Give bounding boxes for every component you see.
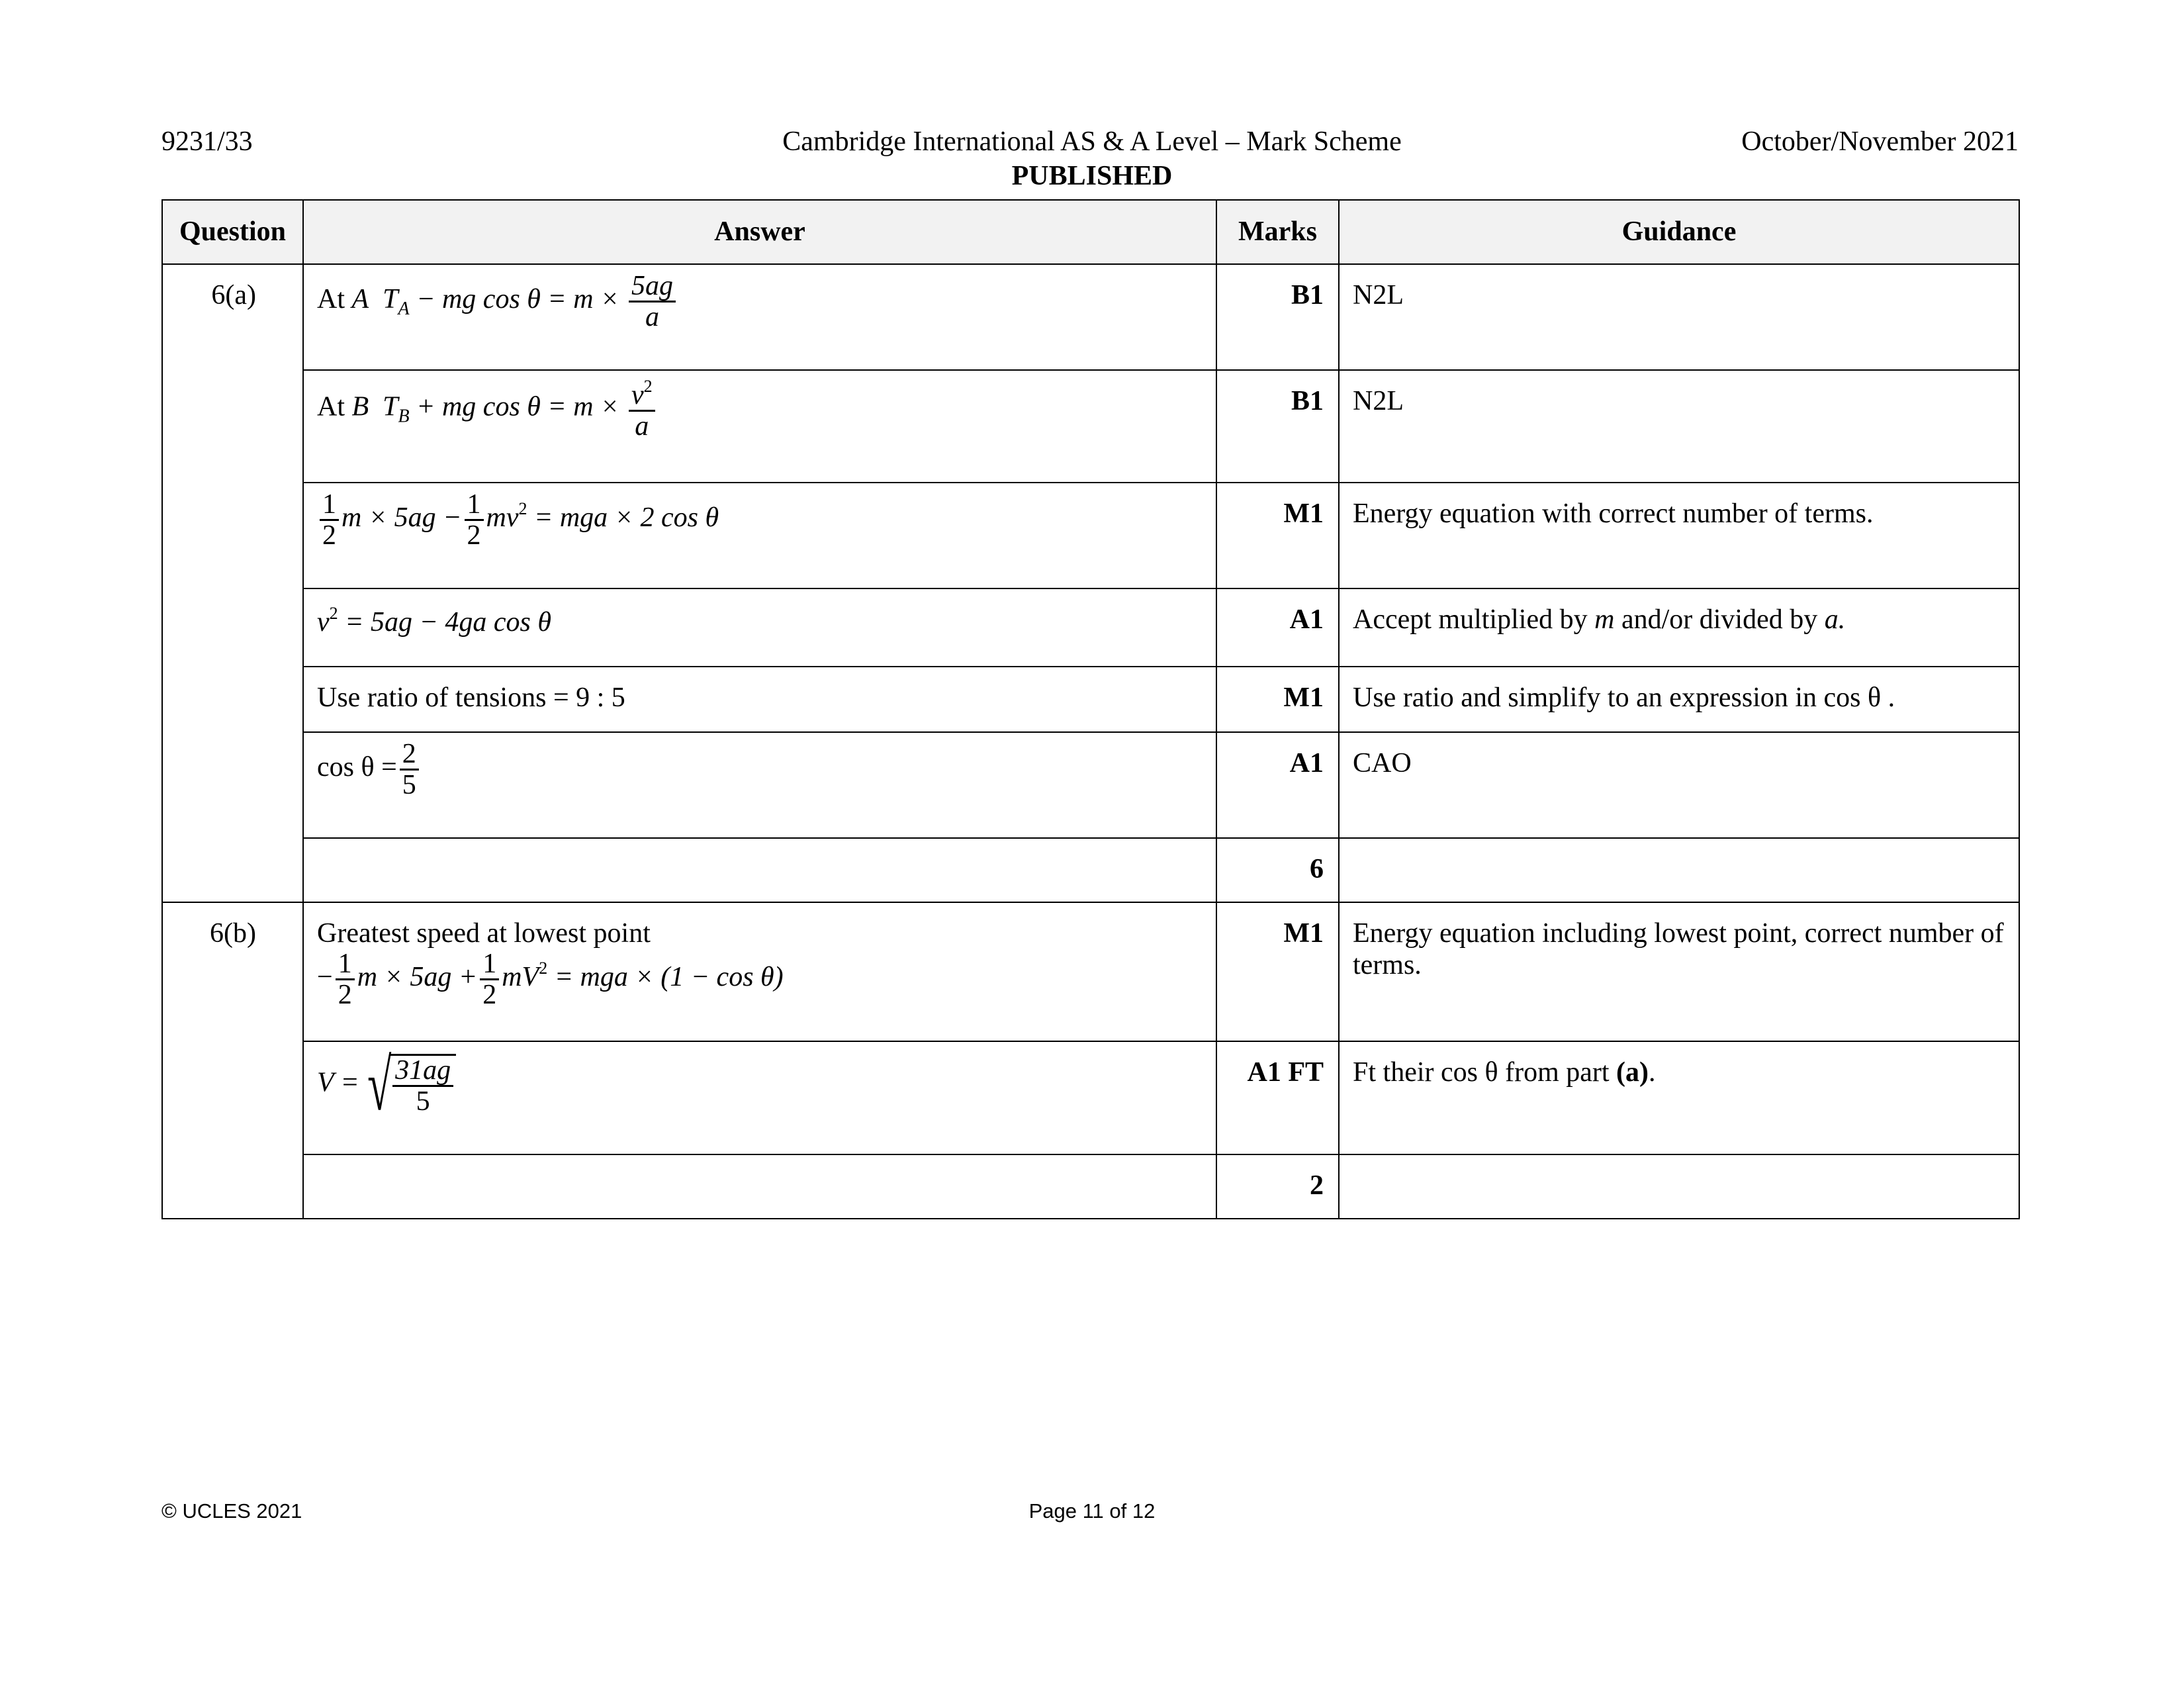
guidance-cell: Energy equation including lowest point, correct number of terms. <box>1339 902 2019 1041</box>
col-answer: Answer <box>303 200 1216 264</box>
guidance-cell: Energy equation with correct number of terms. <box>1339 483 2019 588</box>
guidance-cell <box>1339 838 2019 902</box>
mark-scheme-table <box>161 199 2020 1219</box>
guidance-cell: CAO <box>1339 732 2019 838</box>
published-label: PUBLISHED <box>1011 161 1173 191</box>
answer-cell: Use ratio of tensions = 9 : 5 <box>303 667 1216 732</box>
table-row <box>162 732 2019 838</box>
guidance-cell: N2L <box>1339 370 2019 483</box>
answer-cell: $\frac{1}{2}$ m × 5ag − $\frac{1}{2}$ $mv^2$ = mga × 2 cos θ <box>303 483 1216 588</box>
answer-cell: At A $T_A$ − mg cos θ = m × $\frac{5ag}{a}$ <box>303 264 1216 370</box>
page-number: Page 11 of 12 <box>1028 1499 1156 1523</box>
subtotal-row <box>162 1154 2019 1219</box>
marks-cell: B1 <box>1216 264 1339 370</box>
marks-cell: A1 FT <box>1216 1041 1339 1154</box>
col-question: Question <box>162 200 303 264</box>
document-title: Cambridge International AS & A Level – Mark Scheme <box>782 126 1402 157</box>
total-marks: 2 <box>1216 1154 1339 1219</box>
total-marks: 6 <box>1216 838 1339 902</box>
col-marks: Marks <box>1216 200 1339 264</box>
table-row <box>162 667 2019 732</box>
marks-cell: M1 <box>1216 483 1339 588</box>
marks-cell: A1 <box>1216 588 1339 667</box>
marks-cell: A1 <box>1216 732 1339 838</box>
answer-cell: V = √ $\frac{31ag}{5}$ <box>303 1041 1216 1154</box>
answer-cell: cos θ = $\frac{2}{5}$ <box>303 732 1216 838</box>
subtotal-row <box>162 838 2019 902</box>
paper-code: 9231/33 <box>161 126 253 157</box>
fraction: $\frac{v^2}{a}$ <box>629 377 655 441</box>
guidance-cell: Ft their cos θ from part (a). <box>1339 1041 2019 1154</box>
table-row <box>162 902 2019 1041</box>
table-row <box>162 264 2019 370</box>
answer-cell: At B $T_B$ + mg cos θ = m × $\frac{v^2}{a}$ <box>303 370 1216 483</box>
copyright: © UCLES 2021 <box>161 1499 302 1523</box>
marks-cell: B1 <box>1216 370 1339 483</box>
marks-cell: M1 <box>1216 902 1339 1041</box>
table-row <box>162 588 2019 667</box>
table-row <box>162 483 2019 588</box>
guidance-cell <box>1339 1154 2019 1219</box>
square-root: √ $\frac{31ag}{5}$ <box>359 1049 456 1121</box>
answer-cell <box>303 1154 1216 1219</box>
table-row <box>162 1041 2019 1154</box>
guidance-cell: Accept multiplied by m and/or divided by a. <box>1339 588 2019 667</box>
header-row <box>162 200 2019 264</box>
marks-cell: M1 <box>1216 667 1339 732</box>
col-guidance: Guidance <box>1339 200 2019 264</box>
answer-cell: Greatest speed at lowest point − $\frac{1}{2}$ m × 5ag + $\frac{1}{2}$ $mV^2$ = mga × (1 − cos θ) <box>303 902 1216 1041</box>
table-row <box>162 370 2019 483</box>
guidance-cell: Use ratio and simplify to an expression in cos θ . <box>1339 667 2019 732</box>
fraction: $\frac{5ag}{a}$ <box>629 271 676 332</box>
answer-cell <box>303 838 1216 902</box>
guidance-cell: N2L <box>1339 264 2019 370</box>
answer-cell: $v^2 = 5ag - 4ga$ cos θ <box>303 588 1216 667</box>
question-number: 6(b) <box>162 902 303 1219</box>
exam-session: October/November 2021 <box>1741 126 2019 157</box>
question-number: 6(a) <box>162 264 303 902</box>
